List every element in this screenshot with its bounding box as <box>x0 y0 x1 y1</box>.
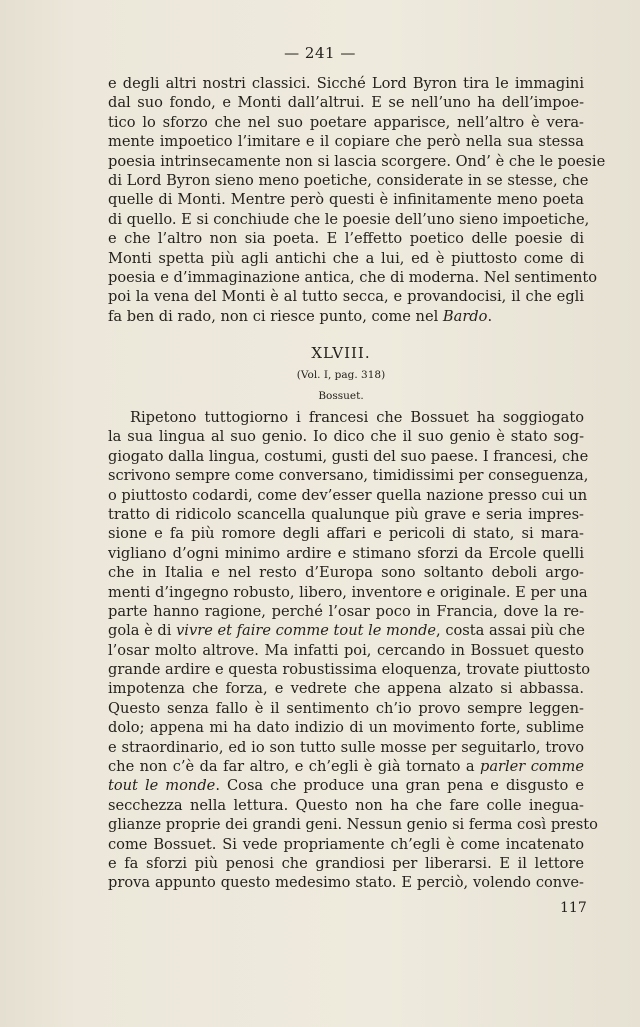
text-line: che non c’è da far altro, e ch’egli è già tornato a parler comme <box>108 758 585 776</box>
text-line: e fa sforzi più penosi che grandiosi per liberarsi. E il lettore <box>108 854 584 872</box>
text-line: dolo; appena mi ha dato indizio di un movimento forte, sublime <box>108 719 584 737</box>
text-line: scrivono sempre come conversano, timidissimi per conseguenza, <box>108 467 589 485</box>
italic-title: Bardo <box>442 307 488 325</box>
text-line: di Lord Byron sieno meno poetiche, considerate in se stesse, che <box>108 171 589 189</box>
text-line: grande ardire e questa robustissima eloquenza, trovate piuttosto <box>108 661 590 679</box>
italic-phrase: parler comme <box>479 758 585 776</box>
text-line: dal suo fondo, e Monti dall’altrui. E se nell’uno ha dell’impoe- <box>108 94 584 112</box>
text-line: che in Italia e nel resto d’Europa sono soltanto deboli argo- <box>108 564 584 582</box>
text-line: tout le monde. Cosa che produce una gran pena e disgusto e <box>108 777 584 795</box>
text-line: fa ben di rado, non ci riesce punto, come nel Bardo. <box>108 307 493 325</box>
section-subject: Bossuet. <box>318 390 364 402</box>
text-line: Monti spetta più agli antichi che a lui, ed è piuttosto come di <box>108 249 584 267</box>
text-line: tico lo sforzo che nel suo poetare apparisce, nell’altro è vera- <box>108 113 584 131</box>
text-line: vigliano d’ogni minimo ardire e stimano sforzi da Ercole quelli <box>108 544 584 562</box>
printer-signature: 117 <box>560 900 587 916</box>
text-line: parte hanno ragione, perché l’osar poco in Francia, dove la re- <box>108 602 584 620</box>
text-line: e degli altri nostri classici. Sicché Lord Byron tira le immagini <box>108 75 584 92</box>
text-line: Questo senza fallo è il sentimento ch’io provo sempre leggen- <box>108 699 584 717</box>
section-heading: XLVIII. <box>311 344 371 362</box>
text-line: glianze proprie dei grandi geni. Nessun genio si ferma così presto <box>108 816 598 834</box>
text-line: o piuttosto codardi, come dev’esser quella nazione presso cui un <box>108 486 588 504</box>
text-line: gola è di vivre et faire comme tout le monde, costa assai più che <box>108 622 585 640</box>
text-line: secchezza nella lettura. Questo non ha che fare colle inegua- <box>108 796 584 814</box>
text-line: quelle di Monti. Mentre però questi è infinitamente meno poeta <box>108 191 584 209</box>
page-number: — 241 — <box>284 44 356 62</box>
text-line: e che l’altro non sia poeta. E l’effetto poetico delle poesie di <box>108 230 584 248</box>
text-line: menti d’ingegno robusto, libero, inventore e originale. E per una <box>108 583 588 601</box>
paragraph-bossuet <box>108 408 598 893</box>
text-line: sione e fa più romore degli affari e pericoli di stato, si mara- <box>108 525 584 543</box>
text-line: di quello. E si conchiude che le poesie dell’uno sieno impoetiche, <box>108 210 590 228</box>
text-line: prova appunto questo medesimo stato. E perciò, volendo conve- <box>108 874 584 892</box>
text-line: mente impoetico l’imitare e il copiare che però nella sua stessa <box>108 133 584 151</box>
text-line: impotenza che forza, e vedrete che appena alzato si abbassa. <box>108 680 584 698</box>
text-line: tratto di ridicolo scancella qualunque più grave e seria impres- <box>108 505 584 523</box>
italic-phrase: vivre et faire comme tout le monde <box>176 622 437 640</box>
section-reference: (Vol. I, pag. 318) <box>296 369 386 381</box>
italic-phrase: tout le monde <box>108 777 216 795</box>
text-line: come Bossuet. Si vede propriamente ch’egli è come incatenato <box>108 835 584 853</box>
text-line: giogato dalla lingua, costumi, gusti del suo paese. I francesi, che <box>108 447 589 465</box>
paragraph-byron-monti <box>108 74 606 326</box>
text-line: poesia intrinsecamente non si lascia scorgere. Ond’ è che le poesie <box>108 152 606 170</box>
text-line: e straordinario, ed io son tutto sulle mosse per seguitarlo, trovo <box>108 738 584 756</box>
text-line: poesia e d’immaginazione antica, che di moderna. Nel sentimento <box>108 268 598 286</box>
text-line: Ripetono tuttogiorno i francesi che Bossuet ha soggiogato <box>130 409 584 426</box>
text-line: la sua lingua al suo genio. Io dico che il suo genio è stato sog- <box>108 428 584 446</box>
text-line: poi la vena del Monti è al tutto secca, e provandocisi, il che egli <box>108 288 584 306</box>
text-line: l’osar molto altrove. Ma infatti poi, cercando in Bossuet questo <box>108 641 584 659</box>
